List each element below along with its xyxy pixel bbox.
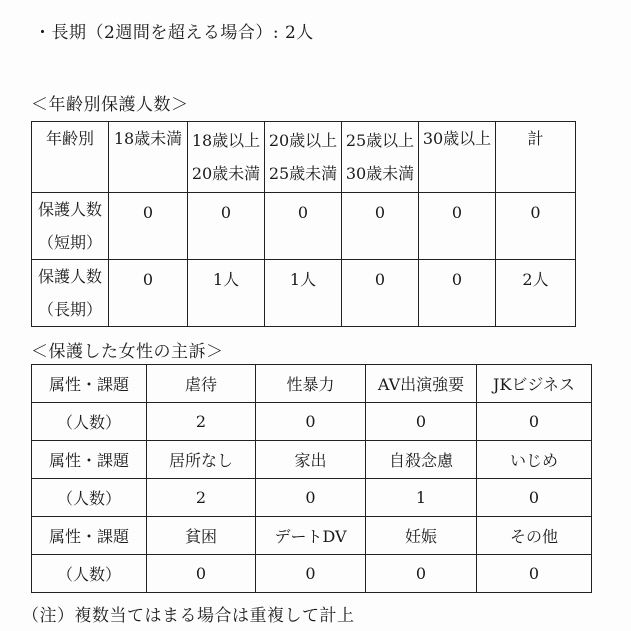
table-cell: デートDV [256,517,366,555]
table-cell: 貧困 [147,517,256,555]
table-cell: 属性・課題 [32,517,147,555]
long-term-summary-line: ・長期（2週間を超える場合）: 2人 [34,23,314,43]
table-cell: 1 [366,479,477,517]
header-label: 計 [527,129,544,148]
complaint-row-category [32,365,592,403]
header-label-line1: 20歳以上 [268,131,338,150]
table-cell: 0 [477,555,592,593]
table-cell [496,193,576,260]
table-cell: 家出 [256,441,366,479]
table-cell: 妊娠 [366,517,477,555]
age-header-cell [109,122,188,193]
table-cell [188,193,265,260]
cell-value: 0 [142,203,154,222]
cell-value: 0 [374,203,386,222]
header-label: 年齢別 [45,129,94,148]
table-cell [265,193,342,260]
complaint-table [31,364,592,593]
table-cell [496,260,576,327]
age-table-row-long-term [32,260,576,327]
cell-value: 1人 [212,270,240,289]
table-cell: その他 [477,517,592,555]
header-label-line2: 30歳未満 [345,164,415,183]
complaint-section-title: ＜保護した女性の主訴＞ [31,342,224,362]
row-label-cell [32,193,109,260]
table-cell: AV出演強要 [366,365,477,403]
complaint-row-count [32,555,592,593]
table-cell: （人数） [32,479,147,517]
age-header-cell [342,122,419,193]
age-header-cell [496,122,576,193]
table-cell [342,260,419,327]
table-cell: 0 [477,479,592,517]
table-cell [109,260,188,327]
age-section-title: ＜年齢別保護人数＞ [31,95,189,115]
table-cell [419,193,496,260]
table-cell: （人数） [32,403,147,441]
cell-value: 0 [374,270,386,289]
table-cell: JKビジネス [477,365,592,403]
footnote: （注）複数当てはまる場合は重複して計上 [22,606,355,626]
table-cell: 0 [256,479,366,517]
table-cell [188,260,265,327]
table-cell: 属性・課題 [32,365,147,403]
cell-value: 0 [451,270,463,289]
table-cell: 0 [256,403,366,441]
table-cell [419,260,496,327]
table-cell: 属性・課題 [32,441,147,479]
complaint-row-category [32,517,592,555]
table-cell: 0 [477,403,592,441]
table-cell [265,260,342,327]
cell-value: 0 [530,203,541,222]
row-label-line2: （短期） [37,233,102,252]
header-label: 18歳未満 [113,129,183,148]
age-header-cell [188,122,265,193]
table-cell [342,193,419,260]
cell-value: 0 [297,203,309,222]
row-label-line1: 保護人数 [37,267,102,286]
cell-value: 0 [142,270,154,289]
header-label-line2: 25歳未満 [268,164,338,183]
table-cell: （人数） [32,555,147,593]
table-cell: 0 [366,403,477,441]
header-label-line1: 18歳以上 [191,131,261,150]
cell-value: 2人 [522,270,549,289]
table-cell: 0 [147,555,256,593]
table-cell: 自殺念慮 [366,441,477,479]
complaint-row-category [32,441,592,479]
table-cell: 0 [366,555,477,593]
table-cell: 0 [256,555,366,593]
header-label: 30歳以上 [422,129,492,148]
age-protection-table [31,121,576,327]
age-header-cell [265,122,342,193]
row-label-cell [32,260,109,327]
row-label-line1: 保護人数 [37,200,102,219]
cell-value: 1人 [289,270,317,289]
row-label-line2: （長期） [37,300,102,319]
cell-value: 0 [220,203,232,222]
header-label-line2: 20歳未満 [191,164,261,183]
header-label-line1: 25歳以上 [345,131,415,150]
table-cell: 虐待 [147,365,256,403]
complaint-row-count [32,403,592,441]
table-cell: いじめ [477,441,592,479]
cell-value: 0 [451,203,463,222]
table-cell: 性暴力 [256,365,366,403]
age-table-header-row [32,122,576,193]
table-cell [109,193,188,260]
complaint-row-count [32,479,592,517]
table-cell: 2 [147,403,256,441]
table-cell: 居所なし [147,441,256,479]
age-table-row-short-term [32,193,576,260]
age-header-cell [419,122,496,193]
age-header-cell [32,122,109,193]
table-cell: 2 [147,479,256,517]
